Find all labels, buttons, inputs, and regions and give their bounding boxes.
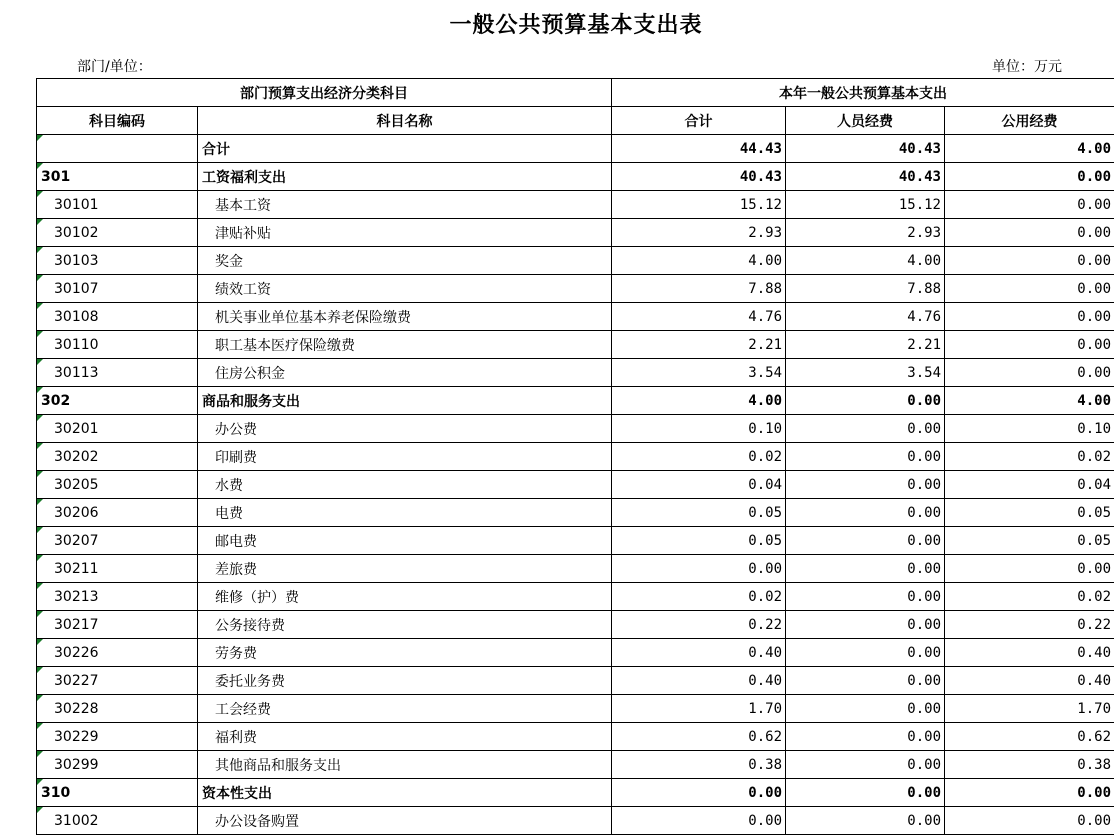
row-public: 0.05 — [945, 499, 1114, 527]
row-public: 0.10 — [945, 415, 1114, 443]
row-public: 0.38 — [945, 751, 1114, 779]
row-total: 0.00 — [612, 779, 786, 807]
table-row — [37, 443, 1114, 471]
row-public: 4.00 — [945, 135, 1114, 163]
table-row — [37, 163, 1114, 191]
unit-label: 单位：万元 — [992, 59, 1062, 75]
header-classification-group: 部门预算支出经济分类科目 — [37, 79, 612, 107]
row-name: 合计 — [198, 135, 612, 163]
row-personnel: 2.93 — [786, 219, 945, 247]
row-name: 福利费 — [198, 723, 612, 751]
row-name: 差旅费 — [198, 555, 612, 583]
table-body — [37, 135, 1114, 835]
row-code — [37, 135, 198, 163]
table-row — [37, 303, 1114, 331]
row-public: 0.00 — [945, 247, 1114, 275]
table-row — [37, 471, 1114, 499]
row-code: 310 — [37, 779, 198, 807]
row-public: 0.22 — [945, 611, 1114, 639]
row-total: 0.62 — [612, 723, 786, 751]
row-total: 40.43 — [612, 163, 786, 191]
row-total: 0.38 — [612, 751, 786, 779]
row-total: 15.12 — [612, 191, 786, 219]
row-code: 31002 — [37, 807, 198, 835]
table-row — [37, 331, 1114, 359]
row-code: 30229 — [37, 723, 198, 751]
row-public: 4.00 — [945, 387, 1114, 415]
row-name: 水费 — [198, 471, 612, 499]
row-code: 30213 — [37, 583, 198, 611]
row-public: 0.00 — [945, 359, 1114, 387]
row-personnel: 4.00 — [786, 247, 945, 275]
row-code: 30205 — [37, 471, 198, 499]
row-code: 30103 — [37, 247, 198, 275]
row-code: 30217 — [37, 611, 198, 639]
row-personnel: 40.43 — [786, 135, 945, 163]
row-total: 44.43 — [612, 135, 786, 163]
row-name: 绩效工资 — [198, 275, 612, 303]
row-name: 工会经费 — [198, 695, 612, 723]
row-personnel: 0.00 — [786, 751, 945, 779]
row-personnel: 15.12 — [786, 191, 945, 219]
table-row — [37, 275, 1114, 303]
row-personnel: 2.21 — [786, 331, 945, 359]
row-code: 30113 — [37, 359, 198, 387]
row-total: 0.22 — [612, 611, 786, 639]
row-total: 0.04 — [612, 471, 786, 499]
row-total: 4.00 — [612, 387, 786, 415]
page-title: 一般公共预算基本支出表 — [449, 12, 703, 38]
row-public: 0.00 — [945, 331, 1114, 359]
row-code: 30227 — [37, 667, 198, 695]
row-total: 1.70 — [612, 695, 786, 723]
header-name: 科目名称 — [198, 107, 612, 135]
row-public: 0.00 — [945, 555, 1114, 583]
table-row — [37, 359, 1114, 387]
header-public: 公用经费 — [945, 107, 1114, 135]
table-row — [37, 583, 1114, 611]
row-public: 0.00 — [945, 303, 1114, 331]
table-row — [37, 807, 1114, 835]
row-total: 2.21 — [612, 331, 786, 359]
row-public: 0.02 — [945, 443, 1114, 471]
table-row — [37, 247, 1114, 275]
budget-table — [36, 78, 1114, 835]
row-code: 302 — [37, 387, 198, 415]
row-name: 劳务费 — [198, 639, 612, 667]
row-code: 30207 — [37, 527, 198, 555]
row-code: 30228 — [37, 695, 198, 723]
department-label: 部门/单位： — [77, 59, 152, 75]
row-code: 30226 — [37, 639, 198, 667]
row-public: 0.40 — [945, 667, 1114, 695]
row-personnel: 3.54 — [786, 359, 945, 387]
header-column-row — [37, 107, 1114, 135]
row-personnel: 0.00 — [786, 639, 945, 667]
table-row — [37, 611, 1114, 639]
row-personnel: 0.00 — [786, 583, 945, 611]
table-row — [37, 387, 1114, 415]
table-row — [37, 415, 1114, 443]
row-personnel: 0.00 — [786, 695, 945, 723]
row-name: 维修（护）费 — [198, 583, 612, 611]
row-public: 0.04 — [945, 471, 1114, 499]
row-total: 0.40 — [612, 667, 786, 695]
header-code: 科目编码 — [37, 107, 198, 135]
row-name: 职工基本医疗保险缴费 — [198, 331, 612, 359]
row-code: 30102 — [37, 219, 198, 247]
row-name: 电费 — [198, 499, 612, 527]
row-code: 30201 — [37, 415, 198, 443]
row-public: 1.70 — [945, 695, 1114, 723]
row-code: 30202 — [37, 443, 198, 471]
row-name: 印刷费 — [198, 443, 612, 471]
row-personnel: 0.00 — [786, 415, 945, 443]
row-code: 30206 — [37, 499, 198, 527]
row-name: 资本性支出 — [198, 779, 612, 807]
table-row — [37, 191, 1114, 219]
row-name: 工资福利支出 — [198, 163, 612, 191]
row-public: 0.00 — [945, 163, 1114, 191]
row-total: 0.00 — [612, 807, 786, 835]
row-total: 2.93 — [612, 219, 786, 247]
row-personnel: 40.43 — [786, 163, 945, 191]
row-code: 30299 — [37, 751, 198, 779]
row-public: 0.05 — [945, 527, 1114, 555]
row-name: 公务接待费 — [198, 611, 612, 639]
table-row — [37, 135, 1114, 163]
row-code: 301 — [37, 163, 198, 191]
row-name: 津贴补贴 — [198, 219, 612, 247]
row-total: 0.02 — [612, 443, 786, 471]
row-total: 0.05 — [612, 527, 786, 555]
row-total: 3.54 — [612, 359, 786, 387]
row-public: 0.00 — [945, 219, 1114, 247]
row-total: 0.05 — [612, 499, 786, 527]
row-personnel: 0.00 — [786, 667, 945, 695]
row-code: 30108 — [37, 303, 198, 331]
row-name: 机关事业单位基本养老保险缴费 — [198, 303, 612, 331]
row-name: 住房公积金 — [198, 359, 612, 387]
row-name: 基本工资 — [198, 191, 612, 219]
header-expenditure-group: 本年一般公共预算基本支出 — [612, 79, 1114, 107]
row-personnel: 0.00 — [786, 471, 945, 499]
row-personnel: 0.00 — [786, 555, 945, 583]
row-code: 30110 — [37, 331, 198, 359]
row-personnel: 0.00 — [786, 723, 945, 751]
row-public: 0.00 — [945, 779, 1114, 807]
row-total: 4.00 — [612, 247, 786, 275]
row-name: 办公设备购置 — [198, 807, 612, 835]
row-total: 4.76 — [612, 303, 786, 331]
row-public: 0.62 — [945, 723, 1114, 751]
row-name: 办公费 — [198, 415, 612, 443]
header-total: 合计 — [612, 107, 786, 135]
header-group-row — [37, 79, 1114, 107]
header-personnel: 人员经费 — [786, 107, 945, 135]
row-name: 商品和服务支出 — [198, 387, 612, 415]
row-code: 30101 — [37, 191, 198, 219]
table-row — [37, 667, 1114, 695]
row-public: 0.40 — [945, 639, 1114, 667]
table-row — [37, 555, 1114, 583]
row-code: 30211 — [37, 555, 198, 583]
row-name: 邮电费 — [198, 527, 612, 555]
table-row — [37, 695, 1114, 723]
row-public: 0.02 — [945, 583, 1114, 611]
table-row — [37, 527, 1114, 555]
row-name: 其他商品和服务支出 — [198, 751, 612, 779]
table-row — [37, 779, 1114, 807]
row-public: 0.00 — [945, 275, 1114, 303]
row-total: 0.40 — [612, 639, 786, 667]
table-row — [37, 499, 1114, 527]
row-code: 30107 — [37, 275, 198, 303]
row-personnel: 7.88 — [786, 275, 945, 303]
row-public: 0.00 — [945, 807, 1114, 835]
row-total: 0.02 — [612, 583, 786, 611]
table-row — [37, 751, 1114, 779]
row-personnel: 0.00 — [786, 527, 945, 555]
row-personnel: 0.00 — [786, 779, 945, 807]
table-row — [37, 723, 1114, 751]
row-personnel: 4.76 — [786, 303, 945, 331]
row-name: 委托业务费 — [198, 667, 612, 695]
row-total: 0.10 — [612, 415, 786, 443]
table-row — [37, 219, 1114, 247]
row-personnel: 0.00 — [786, 443, 945, 471]
row-total: 7.88 — [612, 275, 786, 303]
row-total: 0.00 — [612, 555, 786, 583]
row-name: 奖金 — [198, 247, 612, 275]
row-personnel: 0.00 — [786, 387, 945, 415]
table-row — [37, 639, 1114, 667]
row-public: 0.00 — [945, 191, 1114, 219]
row-personnel: 0.00 — [786, 499, 945, 527]
row-personnel: 0.00 — [786, 807, 945, 835]
row-personnel: 0.00 — [786, 611, 945, 639]
